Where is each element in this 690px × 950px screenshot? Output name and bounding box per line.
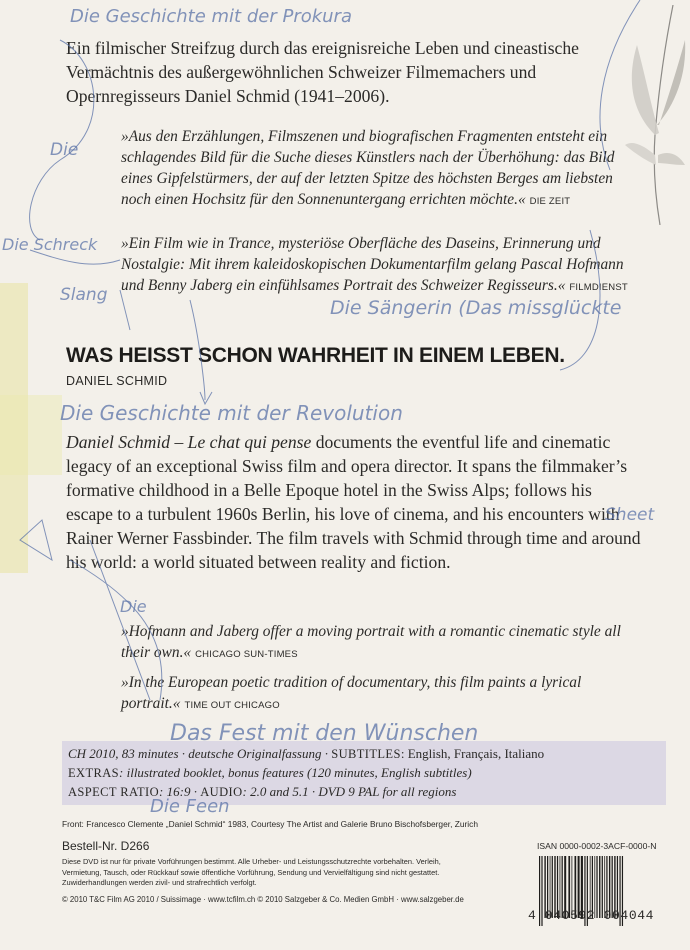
quote-source: CHICAGO SUN-TIMES (195, 649, 298, 660)
order-number: Bestell-Nr. D266 (62, 839, 150, 853)
quote-text: »Ein Film wie in Trance, mysteriöse Oberfläche des Daseins, Erinnerung und Nostalgie: Mit ihrem kaleidoskopischen Dokumentarfilm gelang Pascal Hofmann und Benny Jaberg ein einfühlsames Portrait des Schweizer Regisseurs.« (121, 235, 624, 294)
quote-source: FILMDIENST (569, 282, 628, 293)
aspect-value: : 16:9 · (159, 784, 201, 799)
quote-text: »In the European poetic tradition of documentary, this film paints a lyrical portrait.« (121, 674, 582, 712)
handwriting-note: Die Geschichte mit der Prokura (70, 6, 352, 27)
handwriting-note: Die (50, 140, 79, 160)
quote-time-out-chicago (121, 672, 621, 716)
handwriting-note: Die Feen (150, 796, 230, 817)
isan-number: ISAN 0000-0002-3ACF-0000-N (537, 841, 657, 851)
quote-source: DIE ZEIT (529, 196, 571, 207)
english-description (66, 430, 641, 574)
copyright-line: © 2010 T&C Film AG 2010 / Suissimage · www.tcfilm.ch © 2010 Salzgeber & Co. Medien GmbH · www.salzgeber.de (62, 895, 464, 904)
tape-patch (0, 395, 62, 475)
specs-line-2 (68, 764, 472, 782)
specs-line-1 (68, 745, 544, 763)
director-name: DANIEL SCHMID (66, 374, 168, 388)
intro-text: Ein filmischer Streifzug durch das ereignisreiche Leben und cineastische Vermächtnis des außergewöhnlichen Schweizer Filmemachers und Opernregisseurs Daniel Schmid (1941–2006). (66, 38, 579, 106)
aspect-label: ASPECT RATIO (68, 785, 160, 799)
description-text: documents the eventful life and cinematic legacy of an exceptional Swiss film and opera director. It spans the filmmaker’s formative childhood in a Belle Epoque hotel in the Swiss Alps; follows his escape to a turbulent 1960s Berlin, his love of cinema, and his encounters with Rainer Werner Fassbinder. The film travels with Schmid through time and around his world: a world situated between reality and fiction. (66, 432, 641, 572)
legal-notice: Diese DVD ist nur für private Vorführungen bestimmt. Alle Urheber- und Leistungsschutzrechte vorbehalten. Verleih, Vermietung, Tausch, oder Rückkauf sowie öffentliche Vorführung, Sendung und Vervielfältigung sind nicht gestattet. Zuwiderhandlungen werden zivil- und strafrechtlich verfolgt. (62, 857, 441, 887)
film-title: Daniel Schmid – Le chat qui pense (66, 432, 312, 452)
extras-value: : illustrated booklet, bonus features (120 minutes, English subtitles) (119, 765, 472, 780)
runtime-info: CH 2010, 83 minutes · deutsche Originalfassung · (68, 746, 332, 761)
extras-label: EXTRAS (68, 766, 120, 780)
handwriting-note: Slang (60, 285, 108, 305)
handwriting-note: Die (120, 597, 147, 616)
handwriting-note: Die Geschichte mit der Revolution (60, 401, 403, 425)
handwriting-note: Das Fest mit den Wünschen (170, 721, 479, 746)
subtitles-value: : English, Français, Italiano (400, 746, 545, 761)
quote-text: »Hofmann and Jaberg offer a moving portrait with a romantic cinematic style all their own.« (121, 623, 621, 661)
subtitles-label: SUBTITLES (331, 747, 401, 761)
barcode-digits: 4 040592 004044 (528, 908, 655, 923)
quote-text: »Aus den Erzählungen, Filmszenen und biografischen Fragmenten entsteht ein schlagendes Bild für die Suche dieses Künstlers nach der Überhöhung: das Bild eines Gipfelstürmers, der auf der letzten Spitze des höchsten Berges am liebsten noch einen Hochsitz für den Sonnenuntergang errichten möchte.« (121, 128, 615, 208)
quote-chicago-sun-times (121, 621, 621, 665)
cover-credit: Front: Francesco Clemente „Daniel Schmid“ 1983, Courtesy The Artist and Galerie Bruno Bischofsberger, Zurich (62, 819, 478, 829)
audio-value: : 2.0 and 5.1 · DVD 9 PAL for all regions (242, 784, 457, 799)
main-heading: WAS HEISST SCHON WAHRHEIT IN EINEM LEBEN. (66, 344, 565, 367)
specs-line-3 (68, 783, 456, 801)
handwriting-note: Sheet (605, 505, 655, 525)
handwriting-note: Die Schreck (2, 235, 98, 254)
specs-band (62, 741, 666, 805)
quote-filmdienst (121, 233, 641, 298)
handwriting-note: Die Sängerin (Das missglückte (330, 297, 622, 319)
quote-die-zeit (121, 126, 641, 212)
audio-label: AUDIO (200, 785, 243, 799)
quote-source: TIME OUT CHICAGO (184, 700, 280, 711)
